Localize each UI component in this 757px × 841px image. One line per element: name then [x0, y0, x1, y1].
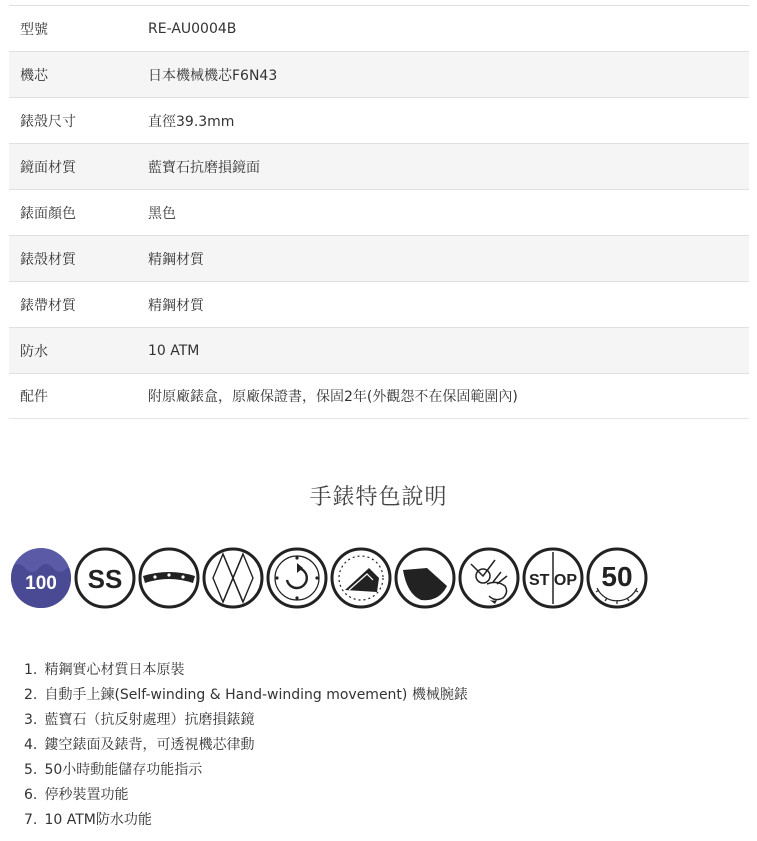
spec-label: 防水 [20, 343, 48, 360]
bracelet-icon [137, 546, 201, 610]
spec-label: 錶殼材質 [20, 251, 76, 268]
spec-value: 10 ATM [148, 342, 200, 359]
list-item [24, 683, 468, 708]
spec-label: 錶面顏色 [20, 205, 76, 222]
list-item-text: 停秒裝置功能 [44, 787, 129, 803]
spec-value: 藍寶石抗磨損鏡面 [148, 159, 260, 176]
water-resistance-100-icon [9, 546, 73, 610]
list-item-text: 鏤空錶面及錶背，可透視機芯律動 [44, 737, 255, 753]
spec-row-model [9, 5, 749, 51]
list-item [24, 808, 468, 833]
spec-table [9, 5, 749, 419]
list-item [24, 658, 468, 683]
icon-text-50: 50 [601, 561, 633, 592]
spec-row-movement [9, 51, 749, 97]
spec-row-dial-color [9, 189, 749, 235]
list-item-number: 4. [24, 737, 38, 753]
list-item-text: 10 ATM防水功能 [44, 812, 152, 828]
list-item-number: 6. [24, 787, 38, 803]
spec-value: 黑色 [148, 205, 176, 222]
list-item-text: 50小時動能儲存功能指示 [44, 762, 203, 778]
spec-row-crystal [9, 143, 749, 189]
spec-row-band-material [9, 281, 749, 327]
spec-value: RE-AU0004B [148, 20, 237, 37]
spec-value: 精鋼材質 [148, 251, 204, 268]
spec-label: 配件 [20, 389, 48, 405]
feature-list [24, 658, 468, 833]
spec-row-case-material [9, 235, 749, 281]
icon-text-ss: SS [87, 564, 123, 594]
power-reserve-icon [393, 546, 457, 610]
skeleton-caseback-icon [329, 546, 393, 610]
stainless-steel-icon [73, 546, 137, 610]
icon-text-stop: ST OP [528, 572, 578, 589]
list-item [24, 758, 468, 783]
list-item-number: 2. [24, 687, 38, 703]
list-item [24, 783, 468, 808]
spec-value: 附原廠錶盒，原廠保證書，保固2年(外觀怨不在保固範圍內) [148, 389, 518, 405]
list-item-text: 自動手上鍊(Self-winding & Hand-winding movement) 機械腕錶 [44, 687, 468, 703]
list-item-number: 1. [24, 662, 38, 678]
power-reserve-50-icon [585, 546, 649, 610]
spec-row-water-resistance [9, 327, 749, 373]
section-title: 手錶特色說明 [309, 485, 448, 510]
list-item-number: 7. [24, 812, 38, 828]
spec-row-accessories [9, 373, 749, 419]
spec-row-case-size [9, 97, 749, 143]
hand-winding-icon [457, 546, 521, 610]
list-item-text: 藍寶石（抗反射處理）抗磨損錶鏡 [44, 712, 255, 728]
sapphire-crystal-icon [201, 546, 265, 610]
spec-label: 機芯 [20, 67, 48, 84]
list-item [24, 733, 468, 758]
list-item-number: 5. [24, 762, 38, 778]
list-item-text: 精鋼實心材質日本原裝 [44, 662, 185, 678]
list-item [24, 708, 468, 733]
automatic-winding-icon [265, 546, 329, 610]
spec-value: 日本機械機芯F6N43 [148, 67, 278, 84]
stop-seconds-icon [521, 546, 585, 610]
spec-label: 鏡面材質 [20, 159, 76, 176]
spec-label: 型號 [20, 21, 48, 38]
spec-value: 精鋼材質 [148, 297, 204, 314]
spec-value: 直徑39.3mm [148, 113, 235, 130]
list-item-number: 3. [24, 712, 38, 728]
spec-label: 錶帶材質 [20, 297, 76, 314]
icon-text-100: 100 [25, 573, 57, 594]
spec-label: 錶殼尺寸 [20, 113, 76, 130]
